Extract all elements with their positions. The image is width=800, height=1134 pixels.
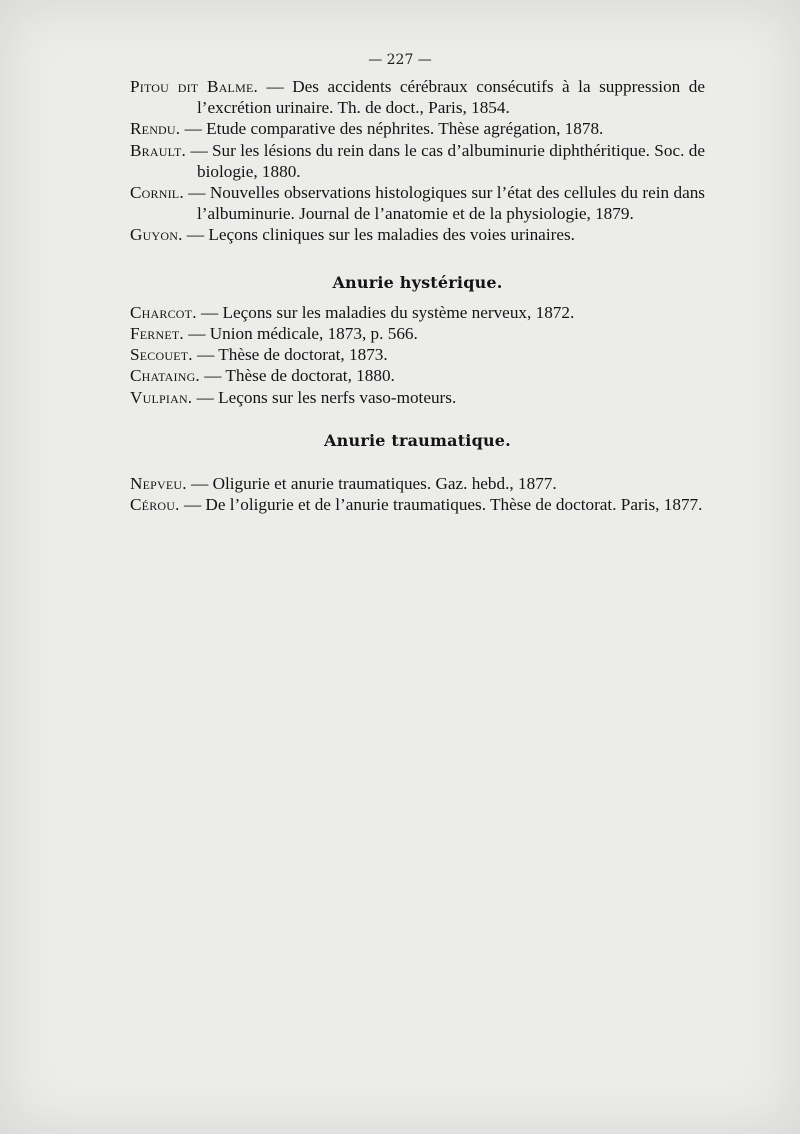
reference-author: Chataing. <box>130 366 200 386</box>
reference-entry <box>130 344 705 365</box>
reference-text: — Leçons cliniques sur les maladies des voies urinaires. <box>182 225 575 245</box>
reference-text: — De l’oligurie et de l’anurie traumatiques. Thèse de doctorat. Paris, 1877. <box>179 495 703 515</box>
reference-author: Charcot. <box>130 302 197 322</box>
bibliography-body <box>130 76 705 515</box>
reference-author: Pitou dit Balme. <box>130 77 258 96</box>
reference-text: — Leçons sur les maladies du système nerveux, 1872. <box>196 302 575 322</box>
reference-entry <box>130 323 705 344</box>
reference-author: Guyon. <box>130 225 183 245</box>
reference-entry <box>130 473 705 494</box>
reference-text: — Union médicale, 1873, p. 566. <box>183 324 418 344</box>
reference-text: — Etude comparative des néphrites. Thèse agrégation, 1878. <box>180 119 604 139</box>
reference-entry <box>130 365 705 386</box>
reference-text: — Nouvelles observations histologiques sur l’état des cellules du rein dans l’albuminurie. Journal de l’anatomie et de la physiologie, 1879. <box>183 183 705 224</box>
reference-entry <box>130 182 705 224</box>
reference-text: — Leçons sur les nerfs vaso-moteurs. <box>192 387 457 407</box>
reference-author: Rendu. <box>130 119 181 139</box>
reference-entry <box>130 494 705 515</box>
reference-text: — Sur les lésions du rein dans le cas d’albuminurie diphthéritique. Soc. de biologie, 1880. <box>186 140 705 181</box>
reference-entry <box>130 302 705 323</box>
reference-author: Nepveu. <box>130 474 187 494</box>
reference-text: — Des accidents cérébraux consécutifs à la suppression de l’excrétion urinaire. Th. de doct., Paris, 1854. <box>197 77 706 118</box>
reference-entry <box>130 387 705 408</box>
reference-author: Cérou. <box>130 495 180 515</box>
reference-author: Vulpian. <box>130 387 193 407</box>
reference-text: — Thèse de doctorat, 1873. <box>192 345 388 365</box>
reference-author: Brault. <box>130 140 187 160</box>
reference-text: — Oligurie et anurie traumatiques. Gaz. hebd., 1877. <box>186 474 557 494</box>
reference-text: — Thèse de doctorat, 1880. <box>199 366 395 386</box>
reference-entry <box>130 140 705 182</box>
section-heading-traumatique: Anurie traumatique. <box>324 430 511 450</box>
reference-author: Secouet. <box>130 345 193 365</box>
reference-entry <box>130 118 705 139</box>
reference-entry <box>130 76 705 118</box>
reference-author: Fernet. <box>130 324 184 344</box>
section-heading-hysterique: Anurie hystérique. <box>332 272 503 292</box>
page-number: — 227 — <box>368 52 432 68</box>
reference-entry <box>130 224 705 245</box>
reference-author: Cornil. <box>130 183 184 203</box>
